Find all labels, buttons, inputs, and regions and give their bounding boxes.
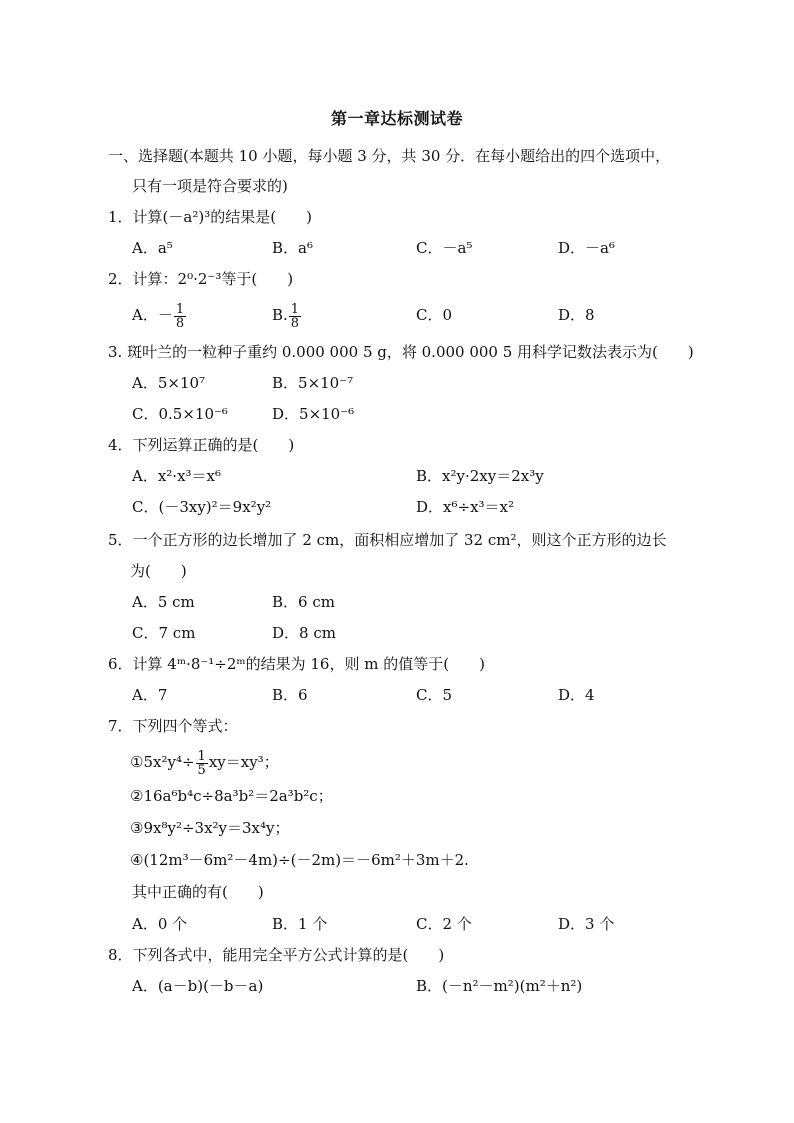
q4-option-c: C．(－3xy)²＝9x²y² [132,498,272,516]
q7-option-d: D．3 个 [558,915,615,933]
q6-option-d: D．4 [558,686,595,704]
q1-option-c: C．－a⁵ [416,239,473,257]
q1-option-d: D．－a⁶ [558,239,615,257]
q7-statement-1-left: ①5x²y⁴÷ [130,753,195,771]
q1-option-b: B．a⁶ [272,239,313,257]
q2-option-a-label: A．－ [132,306,173,324]
q7-statement-3: ③9x⁸y²÷3x²y＝3x⁴y； [130,819,290,837]
q4-option-b: B．x²y·2xy＝2x³y [416,467,544,485]
q6-option-a: A．7 [132,686,168,704]
q5-option-a: A．5 cm [132,593,195,611]
q2-option-b-label: B. [272,306,288,324]
q5-option-c: C．7 cm [132,624,196,642]
fraction-denominator: 5 [197,762,206,778]
question-5-stem: 5．一个正方形的边长增加了 2 cm，面积相应增加了 32 cm²，则这个正方形的边长 [108,531,667,549]
fraction-denominator: 8 [175,315,185,331]
question-3-stem: 3. 斑叶兰的一粒种子重约 0.000 000 5 g，将 0.000 000 5 用科学记数法表示为( ) [108,343,694,361]
q2-option-a [132,298,187,332]
q7-ask: 其中正确的有( ) [132,883,264,901]
question-2-stem: 2．计算：2⁰·2⁻³等于( ) [108,270,294,288]
page-title: 第一章达标测试卷 [330,109,463,128]
q7-option-b: B．1 个 [272,915,328,933]
q7-statement-1 [130,744,279,780]
q2-option-d: D．8 [558,306,595,324]
q5-option-d: D．8 cm [272,624,336,642]
question-7-stem: 7．下列四个等式： [108,717,238,735]
q4-option-a: A．x²·x³＝x⁶ [132,467,222,485]
q7-statement-1-right: xy＝xy³； [208,753,279,771]
q1-option-a: A．a⁵ [132,239,173,257]
question-1-stem: 1．计算(－a²)³的结果是( ) [108,208,312,226]
q8-option-a: A．(a－b)(－b－a) [132,977,264,995]
q3-option-d: D．5×10⁻⁶ [272,405,355,423]
section-instruction-line2: 只有一项是符合要求的) [132,177,288,195]
q8-option-b: B．(－n²－m²)(m²＋n²) [416,977,583,995]
q3-option-a: A．5×10⁷ [132,374,206,392]
q6-option-c: C．5 [416,686,453,704]
q7-statement-2: ②16a⁶b⁴c÷8a³b²＝2a³b²c； [130,787,333,805]
q2-option-a-fraction [174,303,186,330]
q7-option-a: A．0 个 [132,915,188,933]
q5-option-b: B．6 cm [272,593,335,611]
fraction-numerator: 1 [290,301,300,317]
fraction-numerator: 1 [175,301,185,317]
fraction-denominator: 8 [290,315,300,331]
question-8-stem: 8．下列各式中，能用完全平方公式计算的是( ) [108,946,445,964]
q7-statement-4: ④(12m³－6m²－4m)÷(－2m)＝－6m²＋3m＋2. [130,851,469,869]
fraction-numerator: 1 [197,748,206,764]
q6-option-b: B．6 [272,686,308,704]
q3-option-b: B．5×10⁻⁷ [272,374,354,392]
q7-statement-1-fraction [196,750,208,777]
section-instruction-line1: 一、选择题(本题共 10 小题，每小题 3 分，共 30 分．在每小题给出的四个选项中， [108,147,671,165]
question-6-stem: 6．计算 4ᵐ·8⁻¹÷2ᵐ的结果为 16，则 m 的值等于( ) [108,655,485,673]
q2-option-b [272,298,302,332]
q3-option-c: C．0.5×10⁻⁶ [132,405,228,423]
q4-option-d: D．x⁶÷x³＝x² [416,498,515,516]
q7-option-c: C．2 个 [416,915,472,933]
question-5-stem-continued: 为( ) [130,562,187,580]
q2-option-c: C．0 [416,306,453,324]
q2-option-b-fraction [289,303,301,330]
question-4-stem: 4．下列运算正确的是( ) [108,436,295,454]
